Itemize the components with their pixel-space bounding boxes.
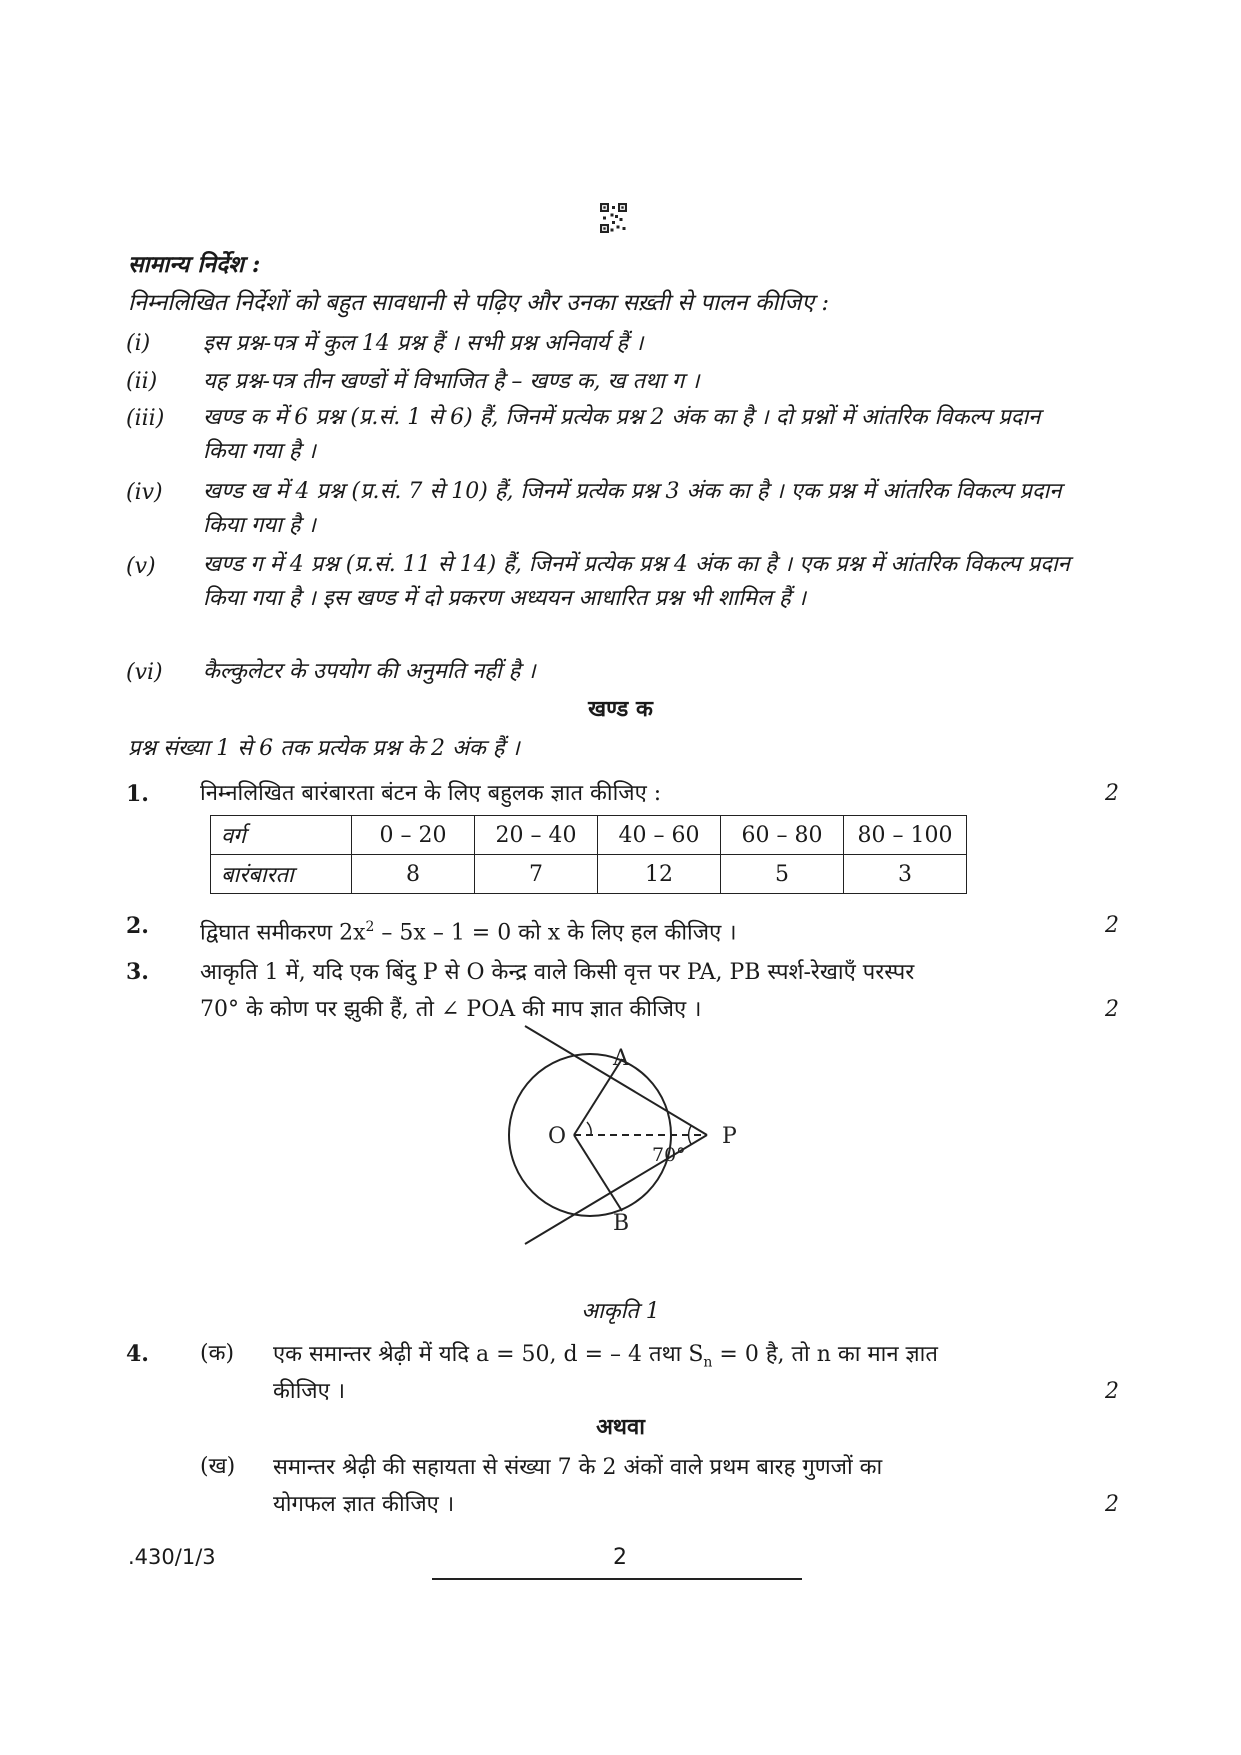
question-number: 4. <box>126 1341 149 1367</box>
question-number: 3. <box>126 959 149 985</box>
footer-divider <box>432 1578 802 1580</box>
section-title: खण्ड क <box>588 696 653 722</box>
label-p: P <box>722 1124 737 1149</box>
label-o: O <box>548 1124 567 1149</box>
instruction-text: कैल्कुलेटर के उपयोग की अनुमति नहीं है । <box>203 659 536 684</box>
subscript: n <box>703 1354 713 1371</box>
instructions-intro: निम्नलिखित निर्देशों को बहुत सावधानी से पढ़िए और उनका सख़्ती से पालन कीजिए : <box>128 290 830 316</box>
question-text: कीजिए । <box>273 1379 346 1404</box>
table-row <box>211 855 967 894</box>
equation-part: – 5x – 1 = 0 को x के लिए हल कीजिए । <box>374 920 737 946</box>
question-marks: 2 <box>1105 997 1119 1022</box>
instruction-text: खण्ड ख में 4 प्रश्न (प्र.सं. 7 से 10) हैं, जिनमें प्रत्येक प्रश्न 3 अंक का है । एक प्रश्न में आंतरिक विकल्प प्रदान किया गया है । <box>203 479 1062 538</box>
instruction-number: (ii) <box>126 369 158 394</box>
paper-code: .430/1/3 <box>128 1545 216 1569</box>
table-cell: 40 – 60 <box>598 816 721 855</box>
table-cell: बारंबारता <box>211 855 352 894</box>
question-text: 70° के कोण पर झुकी हैं, तो ∠ POA की माप ज्ञात कीजिए । <box>200 997 702 1022</box>
table-cell: 20 – 40 <box>475 816 598 855</box>
frequency-table <box>210 815 967 894</box>
instruction-number: (vi) <box>126 660 163 685</box>
instruction-text: खण्ड क में 6 प्रश्न (प्र.सं. 1 से 6) हैं, जिनमें प्रत्येक प्रश्न 2 अंक का है । दो प्रश्नों में आंतरिक विकल्प प्रदान किया गया है । <box>203 405 1041 464</box>
or-separator: अथवा <box>596 1414 645 1440</box>
qr-code-icon <box>600 203 627 233</box>
table-cell: 80 – 100 <box>844 816 967 855</box>
tangent-line-pa <box>525 1026 707 1135</box>
figure-caption: आकृति 1 <box>581 1299 660 1324</box>
general-instructions-heading: सामान्य निर्देश : <box>128 251 261 278</box>
sub-question-label: (क) <box>200 1341 235 1366</box>
text-part: एक समान्तर श्रेढ़ी में यदि a = 50, d = – 4 तथा S <box>273 1342 704 1367</box>
page-number: 2 <box>613 1545 627 1570</box>
table-cell: 8 <box>352 855 475 894</box>
table-cell: 12 <box>598 855 721 894</box>
table-row <box>211 816 967 855</box>
table-cell: 60 – 80 <box>721 816 844 855</box>
table-cell: 7 <box>475 855 598 894</box>
table-cell: 0 – 20 <box>352 816 475 855</box>
equation-part: द्विघात समीकरण 2x <box>200 920 366 946</box>
question-marks: 2 <box>1105 1379 1119 1404</box>
angle-arc-poa <box>587 1122 591 1135</box>
label-a: A <box>613 1046 629 1071</box>
question-marks: 2 <box>1105 781 1119 806</box>
question-text: निम्नलिखित बारंबारता बंटन के लिए बहुलक ज्ञात कीजिए : <box>200 781 662 806</box>
label-b: B <box>613 1211 630 1236</box>
instruction-text: खण्ड ग में 4 प्रश्न (प्र.सं. 11 से 14) हैं, जिनमें प्रत्येक प्रश्न 4 अंक का है । एक प्रश्न में आंतरिक विकल्प प्रदान किया गया है । इस खण्ड में दो प्रकरण अध्ययन आधारित प्रश्न भी शामिल हैं । <box>203 552 1070 611</box>
question-text: योगफल ज्ञात कीजिए । <box>273 1492 455 1517</box>
question-text <box>200 909 1070 951</box>
text-part: = 0 है, तो n का मान ज्ञात <box>712 1342 938 1367</box>
circle-tangent-figure <box>470 1025 770 1265</box>
table-cell: 5 <box>721 855 844 894</box>
instruction-text: यह प्रश्न-पत्र तीन खण्डों में विभाजित है – खण्ड क, ख तथा ग । <box>203 369 700 394</box>
instruction-number: (iii) <box>126 406 165 431</box>
instruction-number: (v) <box>126 554 156 579</box>
question-marks: 2 <box>1105 1492 1119 1517</box>
table-cell: 3 <box>844 855 967 894</box>
instruction-text: इस प्रश्न-पत्र में कुल 14 प्रश्न हैं । सभी प्रश्न अनिवार्य हैं । <box>203 331 644 356</box>
question-number: 1. <box>126 781 149 807</box>
section-note: प्रश्न संख्या 1 से 6 तक प्रत्येक प्रश्न के 2 अंक हैं । <box>128 736 520 761</box>
instruction-number: (i) <box>126 331 151 356</box>
sub-question-label: (ख) <box>200 1454 236 1479</box>
question-marks: 2 <box>1105 913 1119 938</box>
angle-arc-apb <box>689 1126 691 1144</box>
instruction-number: (iv) <box>126 480 163 505</box>
question-text: आकृति 1 में, यदि एक बिंदु P से O केन्द्र वाले किसी वृत्त पर PA, PB स्पर्श-रेखाएँ परस्पर <box>200 960 915 985</box>
table-cell: वर्ग <box>211 816 352 855</box>
question-number: 2. <box>126 913 149 939</box>
angle-label: 70° <box>652 1144 686 1166</box>
question-text: समान्तर श्रेढ़ी की सहायता से संख्या 7 के 2 अंकों वाले प्रथम बारह गुणजों का <box>273 1455 883 1480</box>
equation-exponent: 2 <box>365 919 375 935</box>
